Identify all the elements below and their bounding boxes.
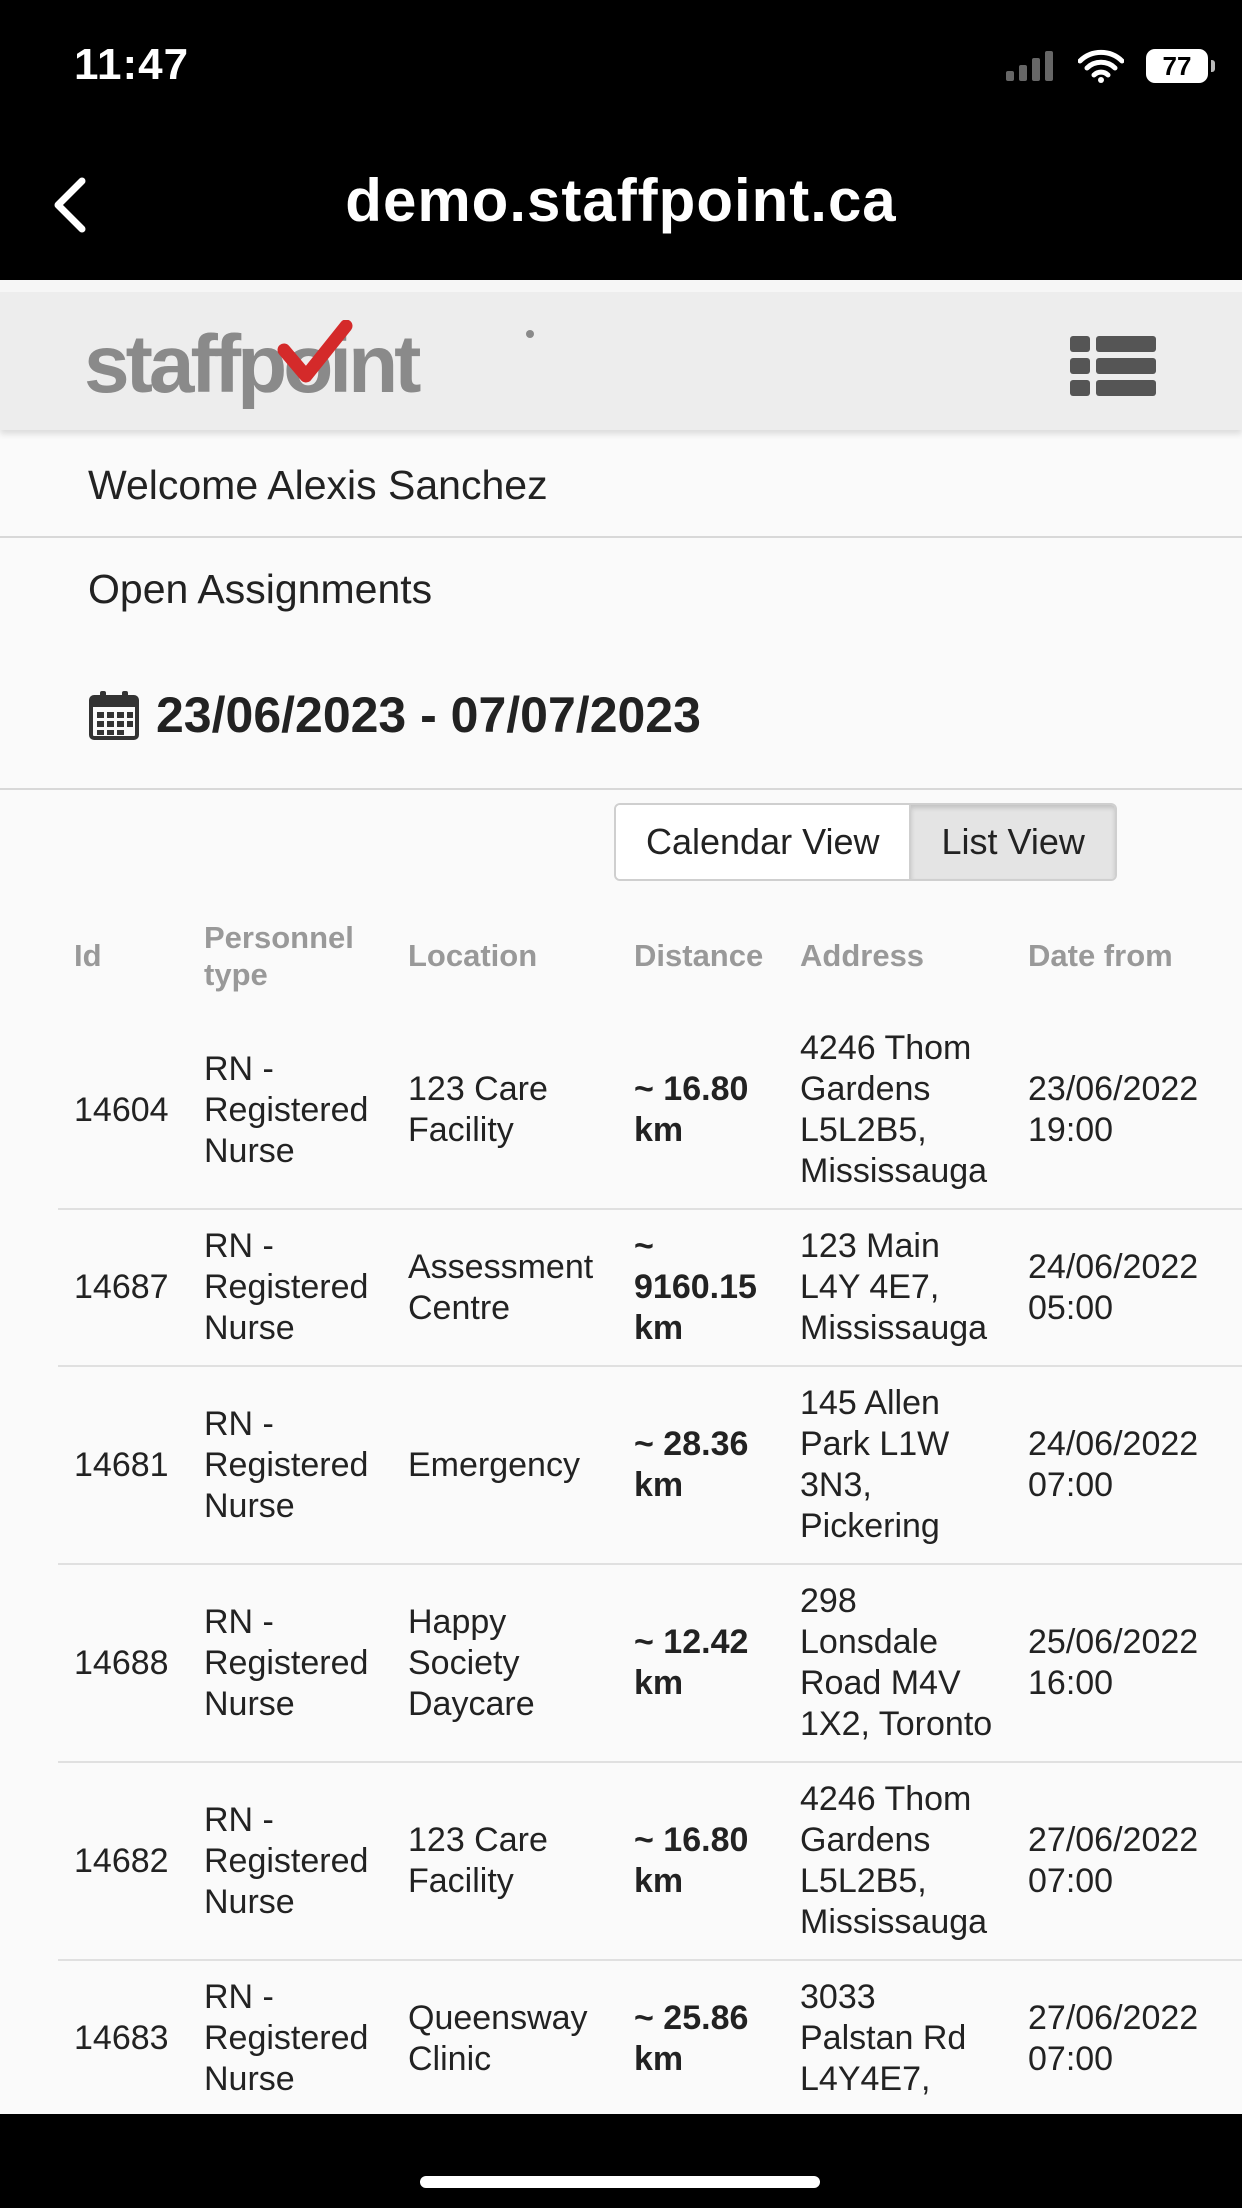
cell-location: Emergency [392,1366,618,1564]
cell-location: Assessment Centre [392,1209,618,1366]
battery-level: 77 [1162,50,1192,81]
header-personnel-type[interactable]: Personnel type [204,919,354,992]
cell-location: 123 Care Facility [392,1762,618,1960]
date-range[interactable] [88,686,701,744]
table-row[interactable] [58,1012,1242,1209]
cell-personnel-type: RN - Registered Nurse [188,1209,392,1366]
calendar-view-button[interactable]: Calendar View [616,805,911,879]
cell-personnel-type: RN - Registered Nurse [188,1960,392,2116]
staffpoint-logo[interactable] [84,320,544,421]
header-date-from[interactable]: Date from [1028,938,1173,974]
cell-personnel-type: RN - Registered Nurse [188,1762,392,1960]
menu-button[interactable] [1070,334,1156,398]
cell-date-from: 27/06/2022 07:00 [1012,1762,1242,1960]
cell-id: 14604 [74,1090,169,1129]
home-indicator[interactable] [420,2176,820,2188]
cell-address: 123 Main L4Y 4E7, Mississauga [784,1209,1012,1366]
cell-location: Queensway Clinic [392,1960,618,2116]
cell-address: 145 Allen Park L1W 3N3, Pickering [784,1366,1012,1564]
header-location[interactable]: Location [408,938,538,974]
cell-distance: ~ 12.42 km [618,1564,784,1762]
section-title: Open Assignments [88,566,433,612]
calendar-icon [88,689,140,741]
cell-address: 4246 Thom Gardens L5L2B5, Mississauga [784,1762,1012,1960]
cell-distance: ~ 25.86 km [618,1960,784,2116]
table-row[interactable] [58,1366,1242,1564]
table-header-row [58,900,1242,1012]
cell-id: 14687 [58,1209,188,1366]
wifi-icon [1078,49,1124,83]
assignments-table [58,900,1242,2116]
cell-address: 4246 Thom Gardens L5L2B5, Mississauga [800,1029,988,1190]
cell-id: 14682 [58,1762,188,1960]
cell-date-from: 24/06/2022 07:00 [1012,1366,1242,1564]
status-time: 11:47 [74,40,190,89]
cell-personnel-type: RN - Registered Nurse [188,1564,392,1762]
browser-chrome [0,0,1242,280]
browser-url-title: demo.staffpoint.ca [345,167,897,234]
cell-distance: ~ 16.80 km [618,1762,784,1960]
section-divider [0,788,1242,790]
cell-id: 14688 [58,1564,188,1762]
cell-personnel-type: RN - Registered Nurse [204,1049,369,1170]
cell-distance: ~ 28.36 km [618,1366,784,1564]
cell-date-from: 27/06/2022 07:00 [1012,1960,1242,2116]
svg-text:staffpoint: staffpoint [84,320,418,410]
list-menu-icon [1070,334,1156,398]
date-range-text: 23/06/2023 - 07/07/2023 [156,687,701,743]
cell-date-from: 23/06/2022 19:00 [1028,1070,1199,1149]
table-row[interactable] [58,1762,1242,1960]
cell-location: Happy Society Daycare [392,1564,618,1762]
app-header [0,280,1242,430]
table-row[interactable] [58,1209,1242,1366]
view-toggle [614,803,1117,881]
table-row[interactable] [58,1960,1242,2116]
cell-date-from: 25/06/2022 16:00 [1012,1564,1242,1762]
header-distance[interactable]: Distance [634,938,764,974]
home-bar-area [0,2114,1242,2208]
status-icons [1006,46,1208,86]
cell-personnel-type: RN - Registered Nurse [188,1366,392,1564]
cell-distance: ~ 16.80 km [634,1070,749,1149]
header-id[interactable]: Id [74,938,102,974]
cell-date-from: 24/06/2022 05:00 [1012,1209,1242,1366]
cell-address: 3033 Palstan Rd L4Y4E7, [784,1960,1012,2116]
battery-icon [1146,49,1208,83]
cell-id: 14683 [58,1960,188,2116]
welcome-banner [0,430,1242,538]
cell-id: 14681 [58,1366,188,1564]
table-row[interactable] [58,1564,1242,1762]
header-address[interactable]: Address [800,938,925,974]
cell-address: 298 Lonsdale Road M4V 1X2, Toronto [784,1564,1012,1762]
cellular-signal-icon [1006,51,1056,81]
cell-distance: ~ 9160.15 km [618,1209,784,1366]
list-view-button[interactable]: List View [911,805,1114,879]
welcome-text: Welcome Alexis Sanchez [88,462,548,508]
cell-location: 123 Care Facility [408,1070,548,1149]
